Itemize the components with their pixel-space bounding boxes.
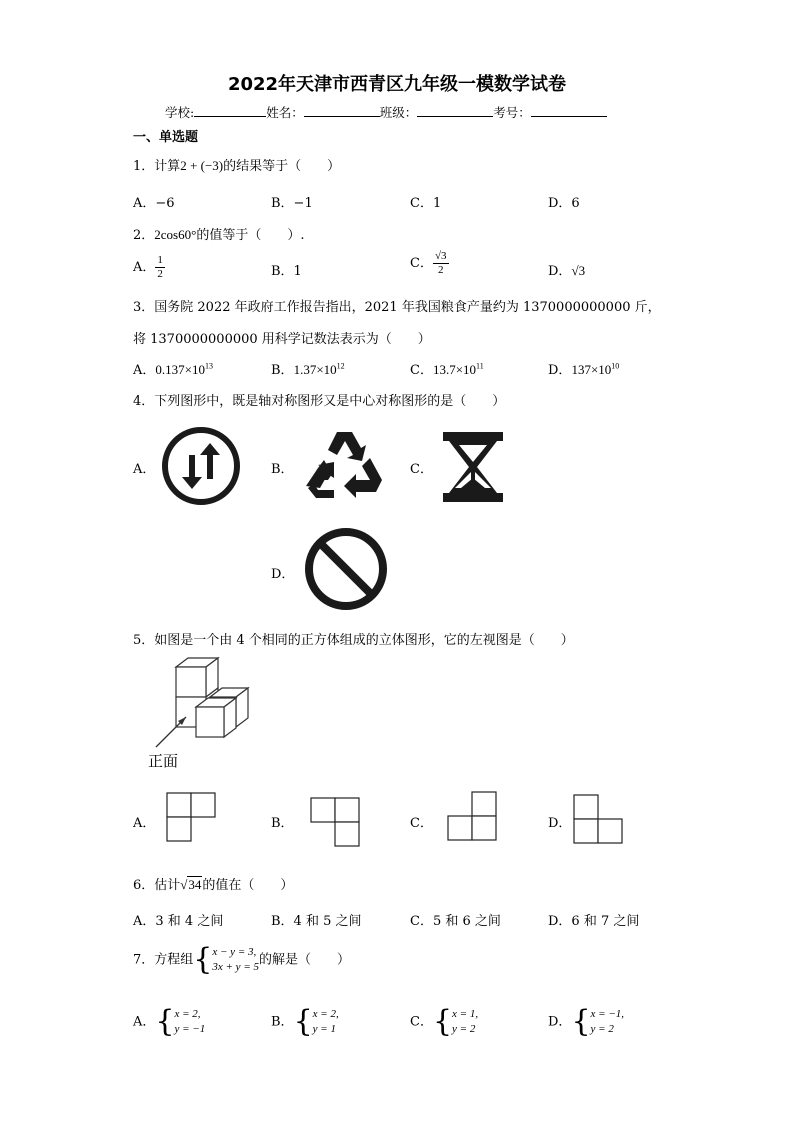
- q7-option-c: C．{ x = 1, y = 2: [410, 1004, 479, 1039]
- question-4-stem: 4．下列图形中，既是轴对称图形又是中心对称图形的是（ ）: [133, 394, 506, 409]
- q5-label-a: A．: [133, 816, 156, 831]
- q1-option-b: B．−1: [271, 196, 313, 211]
- q6-radicand: 34: [188, 877, 202, 892]
- section-heading: 一、单选题: [133, 130, 199, 145]
- class-blank: [417, 104, 493, 117]
- q4-label-b: B．: [271, 462, 294, 477]
- q3-option-b: B．$1.37\times 10^{12}$: [271, 361, 345, 378]
- left-brace-icon: {: [155, 1004, 175, 1039]
- q2-option-c-fraction: $\frac{√3}{2}$: [434, 250, 447, 276]
- recycle-triangle-icon: [304, 428, 386, 504]
- left-brace-icon: {: [432, 1004, 453, 1039]
- prohibition-sign-icon: [303, 526, 389, 612]
- left-brace-icon: {: [571, 1004, 591, 1039]
- page-title: 2022年天津市西青区九年级一模数学试卷: [227, 74, 567, 95]
- school-blank: [194, 104, 266, 117]
- q5-option-c-view: [447, 791, 497, 841]
- name-label: 姓名：: [266, 105, 304, 120]
- question-3-line-1: 3．国务院 2022 年政府工作报告指出，2021 年我国粮食产量约为 1370000000000 斤，: [133, 300, 661, 315]
- q7-option-d: D．{ x = −1, y = 2: [548, 1004, 625, 1039]
- question-2-stem: 2．2cos60°的值等于（ ）.: [133, 227, 305, 243]
- q5-label-c: C．: [410, 816, 433, 831]
- question-7-stem: 7．方程组{ x − y = 3, 3x + y = 5 的解是（ ）: [133, 942, 351, 977]
- question-5-stem: 5．如图是一个由 4 个相同的正方体组成的立体图形，它的左视图是（ ）: [133, 633, 574, 648]
- q1-expression: 2 + (−3): [180, 158, 224, 173]
- up-down-arrows-sign-icon: [160, 425, 242, 507]
- question-3-line-2: 将 1370000000000 用科学记数法表示为（ ）: [133, 332, 431, 347]
- left-brace-icon: {: [193, 942, 213, 977]
- sqrt-icon: √: [180, 877, 188, 892]
- q7-option-b: B．{ x = 2, y = 1: [271, 1004, 339, 1039]
- name-blank: [304, 104, 380, 117]
- q2-option-d: D．√3: [548, 263, 586, 279]
- front-view-label: 正面: [148, 752, 179, 770]
- q4-label-d: D．: [271, 567, 295, 582]
- q2-option-a: A． $\frac{1}{2}$: [133, 254, 163, 280]
- stacked-cubes-figure: [148, 655, 258, 765]
- q5-option-b-view: [310, 797, 360, 847]
- q6-option-c: C．5 和 6 之间: [410, 914, 501, 929]
- q2-option-c: C． $\frac{√3}{2}$: [410, 250, 447, 276]
- q4-label-c: C．: [410, 462, 433, 477]
- q1-option-d: D．6: [548, 196, 580, 211]
- q7-option-a: A．{ x = 2, y = −1: [133, 1004, 206, 1039]
- q1-option-a: A．−6: [133, 196, 175, 211]
- q5-label-b: B．: [271, 816, 294, 831]
- class-label: 班级：: [379, 105, 418, 120]
- q7-system: x − y = 3, 3x + y = 5: [212, 946, 259, 973]
- hourglass-icon: [441, 430, 505, 504]
- q3-option-c: C．$13.7\times 10^{11}$: [410, 361, 484, 378]
- school-label: 学校:: [165, 105, 195, 120]
- q3-option-a: A．$0.137\times 10^{13}$: [133, 361, 213, 378]
- q2-option-a-fraction: $\frac{1}{2}$: [157, 254, 163, 280]
- q5-option-d-view: [573, 794, 623, 844]
- q4-label-a: A．: [133, 462, 156, 477]
- exam-no-label: 考号：: [493, 105, 531, 120]
- student-info-line: [165, 103, 607, 121]
- exam-no-blank: [531, 104, 607, 117]
- question-1-stem: 1．计算2 + (−3)的结果等于（ ）: [133, 158, 341, 174]
- q5-option-a-view: [166, 792, 216, 842]
- q5-label-d: D．: [548, 816, 572, 831]
- question-6-stem: 6．估计√34的值在（ ）: [133, 877, 294, 893]
- q2-option-b: B．1: [271, 264, 302, 279]
- q2-expression: 2cos60°: [154, 227, 197, 242]
- left-brace-icon: {: [293, 1004, 313, 1039]
- q6-option-b: B．4 和 5 之间: [271, 914, 362, 929]
- q6-option-d: D．6 和 7 之间: [548, 914, 640, 929]
- q1-option-c: C．1: [410, 196, 442, 211]
- q6-option-a: A．3 和 4 之间: [133, 914, 224, 929]
- q3-option-d: D．$137\times 10^{10}$: [548, 361, 620, 378]
